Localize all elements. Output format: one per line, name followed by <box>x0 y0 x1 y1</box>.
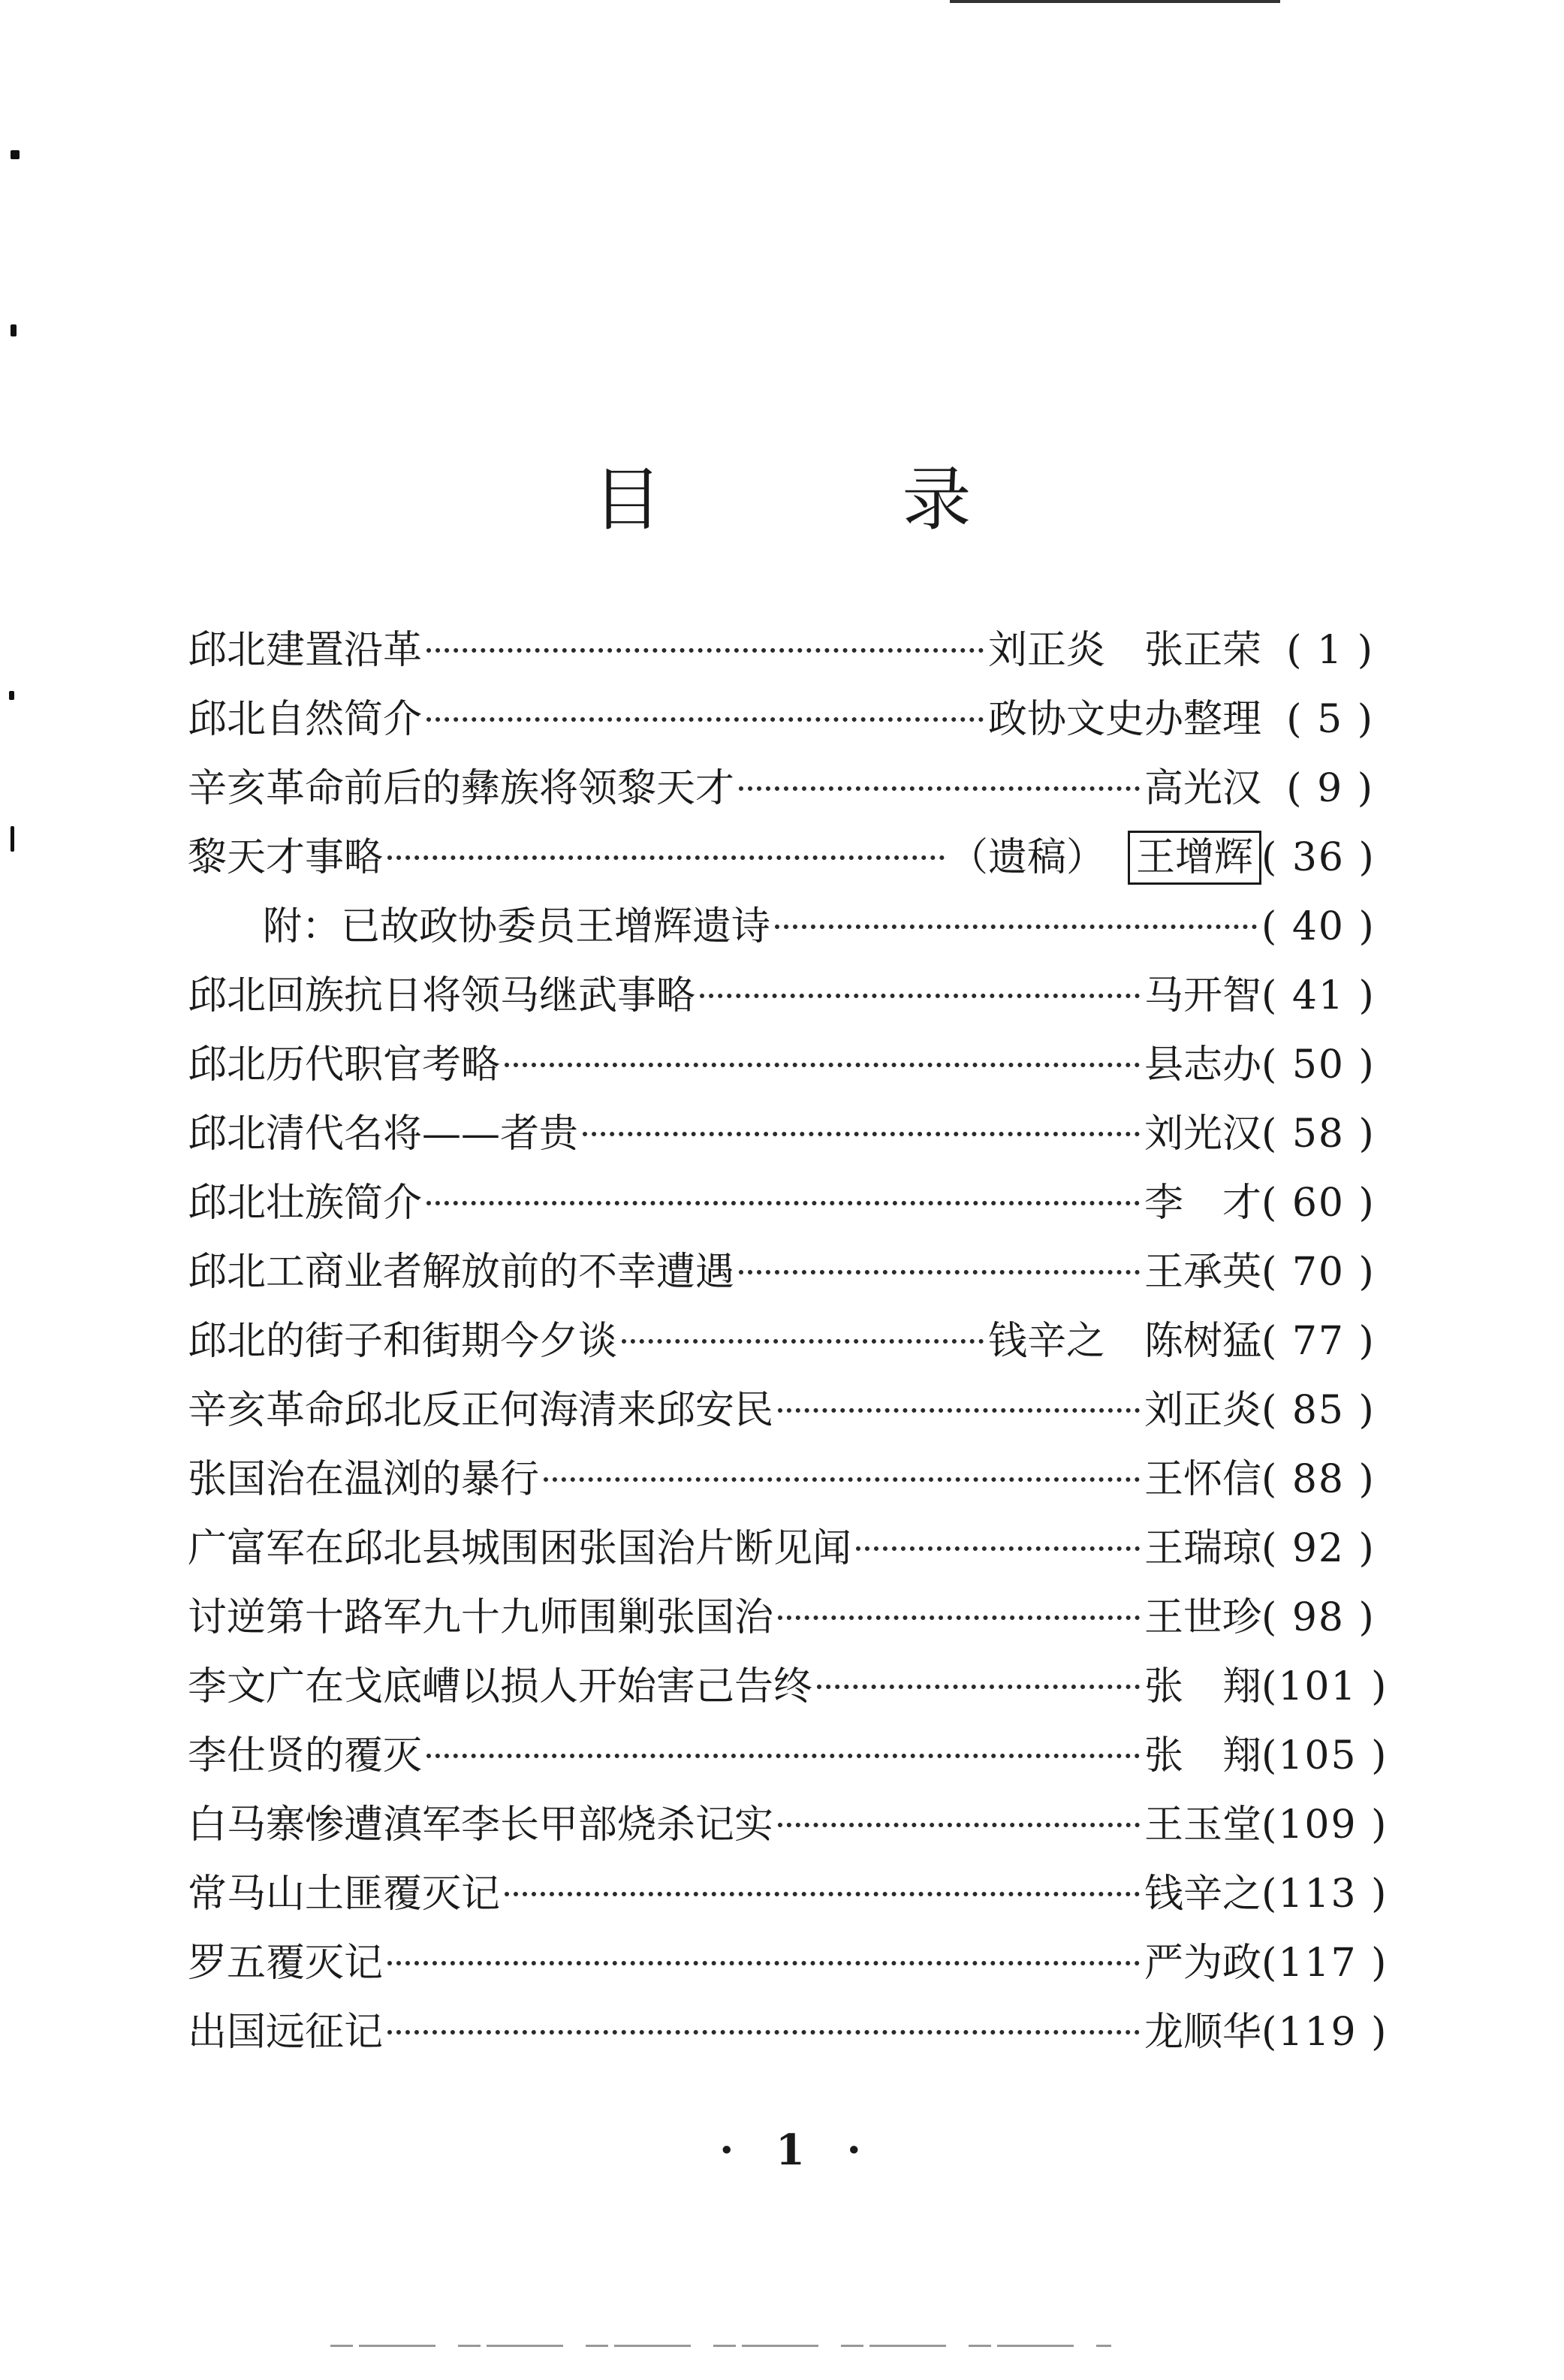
entry-title: 常马山土匪覆灭记 <box>188 1872 501 1917</box>
dot-leader <box>778 1408 1140 1413</box>
title-char-2: 录 <box>902 459 972 540</box>
toc-entry[interactable] <box>188 1860 1388 1929</box>
toc-entry[interactable] <box>188 685 1374 754</box>
entry-author: 钱辛之 <box>1144 1872 1261 1917</box>
entry-page: ( 92 ) <box>1261 1526 1376 1571</box>
toc-entry[interactable] <box>188 1652 1388 1721</box>
toc-entry[interactable] <box>188 1514 1374 1583</box>
dot-leader <box>387 1961 1140 1965</box>
entry-page: (105 ) <box>1261 1733 1388 1778</box>
page-title <box>0 445 1564 540</box>
entry-title: 辛亥革命邱北反正何海清来邱安民 <box>188 1388 774 1433</box>
entry-page: (101 ) <box>1261 1664 1388 1709</box>
entry-page: ( 98 ) <box>1261 1595 1376 1640</box>
entry-author: 县志办 <box>1144 1042 1261 1087</box>
entry-author-boxed: 王增辉 <box>1128 831 1261 885</box>
entry-author: 王承英 <box>1144 1250 1261 1295</box>
toc-entry[interactable] <box>188 1376 1374 1445</box>
toc-entry[interactable] <box>188 616 1374 685</box>
entry-author: 马开智 <box>1144 973 1261 1018</box>
entry-author: 张 翔 <box>1144 1733 1261 1778</box>
toc-entry[interactable] <box>188 1169 1374 1238</box>
toc-entry[interactable] <box>188 961 1374 1030</box>
dot-leader <box>426 1754 1140 1758</box>
margin-mark <box>11 150 20 159</box>
entry-title: 附：已故政协委员王增辉遗诗 <box>263 904 771 949</box>
dot-leader <box>387 2030 1140 2035</box>
entry-title: 辛亥革命前后的彝族将领黎天才 <box>188 766 735 811</box>
scan-edge-line <box>950 0 1280 3</box>
dot-leader <box>544 1477 1140 1482</box>
dot-leader <box>505 1063 1140 1067</box>
dot-leader <box>700 994 1140 998</box>
dot-leader <box>817 1685 1140 1689</box>
scan-edge-line <box>330 2345 1111 2347</box>
dot-leader <box>856 1546 1140 1551</box>
toc-entry[interactable] <box>188 1790 1388 1860</box>
entry-page: ( 36 ) <box>1261 835 1376 880</box>
entry-title: 张国治在温浏的暴行 <box>188 1457 540 1502</box>
entry-author: 王玉堂 <box>1144 1802 1261 1848</box>
toc-entry[interactable] <box>188 1030 1374 1100</box>
entry-page: ( 85 ) <box>1261 1388 1376 1433</box>
entry-page: ( 9 ) <box>1286 766 1374 811</box>
entry-title: 邱北清代名将——者贵 <box>188 1112 579 1157</box>
entry-page: ( 1 ) <box>1286 628 1374 673</box>
dot-leader <box>622 1339 984 1344</box>
title-char-1: 目 <box>592 459 662 540</box>
toc-entry[interactable] <box>188 1721 1388 1790</box>
entry-author: 刘正炎 <box>1144 1388 1261 1433</box>
entry-page: (109 ) <box>1261 1802 1388 1848</box>
dot-leader <box>778 1615 1140 1620</box>
entry-page: ( 70 ) <box>1261 1250 1376 1295</box>
entry-title: 李文广在戈底嶆以损人开始害己告终 <box>188 1664 813 1709</box>
entry-page: ( 88 ) <box>1261 1457 1376 1502</box>
entry-page: (117 ) <box>1261 1941 1388 1986</box>
entry-author: 王怀信 <box>1144 1457 1261 1502</box>
toc-entry[interactable] <box>188 1238 1374 1307</box>
dot-leader <box>426 1201 1140 1205</box>
dot-leader <box>426 648 984 653</box>
toc-entry[interactable] <box>188 823 1374 892</box>
entry-title: 讨逆第十路军九十九师围剿张国治 <box>188 1595 774 1640</box>
entry-author: 李 才 <box>1144 1181 1261 1226</box>
dot-leader <box>739 1270 1140 1274</box>
dot-leader <box>778 1823 1140 1827</box>
entry-page: (119 ) <box>1261 2010 1388 2055</box>
margin-mark <box>11 826 14 852</box>
toc-entry[interactable] <box>188 1583 1374 1652</box>
entry-author: 严为政 <box>1144 1941 1261 1986</box>
entry-title: 出国远征记 <box>188 2010 384 2055</box>
entry-page: ( 58 ) <box>1261 1112 1376 1157</box>
page-number: · 1 · <box>719 2125 875 2175</box>
toc-entry[interactable] <box>188 1307 1374 1376</box>
toc-entry[interactable] <box>188 1445 1374 1514</box>
dot-leader <box>387 855 945 860</box>
toc-entry[interactable] <box>188 1998 1388 2067</box>
entry-page: ( 60 ) <box>1261 1181 1376 1226</box>
entry-title: 邱北壮族简介 <box>188 1181 423 1226</box>
entry-page: ( 77 ) <box>1261 1319 1376 1364</box>
dot-leader <box>775 925 1257 929</box>
entry-title: 白马寨惨遭滇军李长甲部烧杀记实 <box>188 1802 774 1848</box>
entry-title: 邱北建置沿革 <box>188 628 423 673</box>
toc-entry[interactable] <box>188 1100 1374 1169</box>
toc-entry[interactable] <box>188 1929 1388 1998</box>
entry-author: 政协文史办整理 <box>987 697 1261 742</box>
entry-title: 邱北自然简介 <box>188 697 423 742</box>
margin-mark <box>11 324 17 336</box>
dot-leader <box>505 1892 1140 1896</box>
dot-leader <box>426 717 984 722</box>
entry-title: 李仕贤的覆灭 <box>188 1733 423 1778</box>
dot-leader <box>583 1132 1140 1136</box>
entry-title: 邱北历代职官考略 <box>188 1042 501 1087</box>
entry-author: 刘光汉 <box>1144 1112 1261 1157</box>
toc-entry[interactable] <box>188 754 1374 823</box>
entry-page: ( 50 ) <box>1261 1042 1376 1087</box>
entry-author: 王世珍 <box>1144 1595 1261 1640</box>
entry-title: 邱北的街子和街期今夕谈 <box>188 1319 618 1364</box>
toc-entry-appendix[interactable] <box>188 892 1374 961</box>
entry-title: 罗五覆灭记 <box>188 1941 384 1986</box>
entry-title: 邱北回族抗日将领马继武事略 <box>188 973 696 1018</box>
entry-author: 高光汉 <box>1144 766 1261 811</box>
entry-page: (113 ) <box>1261 1872 1388 1917</box>
entry-author: 龙顺华 <box>1144 2010 1261 2055</box>
dot-leader <box>739 786 1140 791</box>
entry-page: ( 5 ) <box>1286 697 1374 742</box>
entry-title: 广富军在邱北县城围困张国治片断见闻 <box>188 1526 852 1571</box>
table-of-contents <box>188 616 1388 2067</box>
entry-title: 邱北工商业者解放前的不幸遭遇 <box>188 1250 735 1295</box>
entry-title: 黎天才事略 <box>188 835 384 880</box>
entry-author: 钱辛之 陈树猛 <box>987 1319 1261 1364</box>
entry-author: 王瑞琼 <box>1144 1526 1261 1571</box>
margin-mark <box>9 691 14 700</box>
entry-page: ( 41 ) <box>1261 973 1376 1018</box>
entry-note: （遗稿） <box>948 835 1105 880</box>
entry-author: 刘正炎 张正荣 <box>987 628 1261 673</box>
entry-page: ( 40 ) <box>1261 904 1376 949</box>
entry-author: 张 翔 <box>1144 1664 1261 1709</box>
